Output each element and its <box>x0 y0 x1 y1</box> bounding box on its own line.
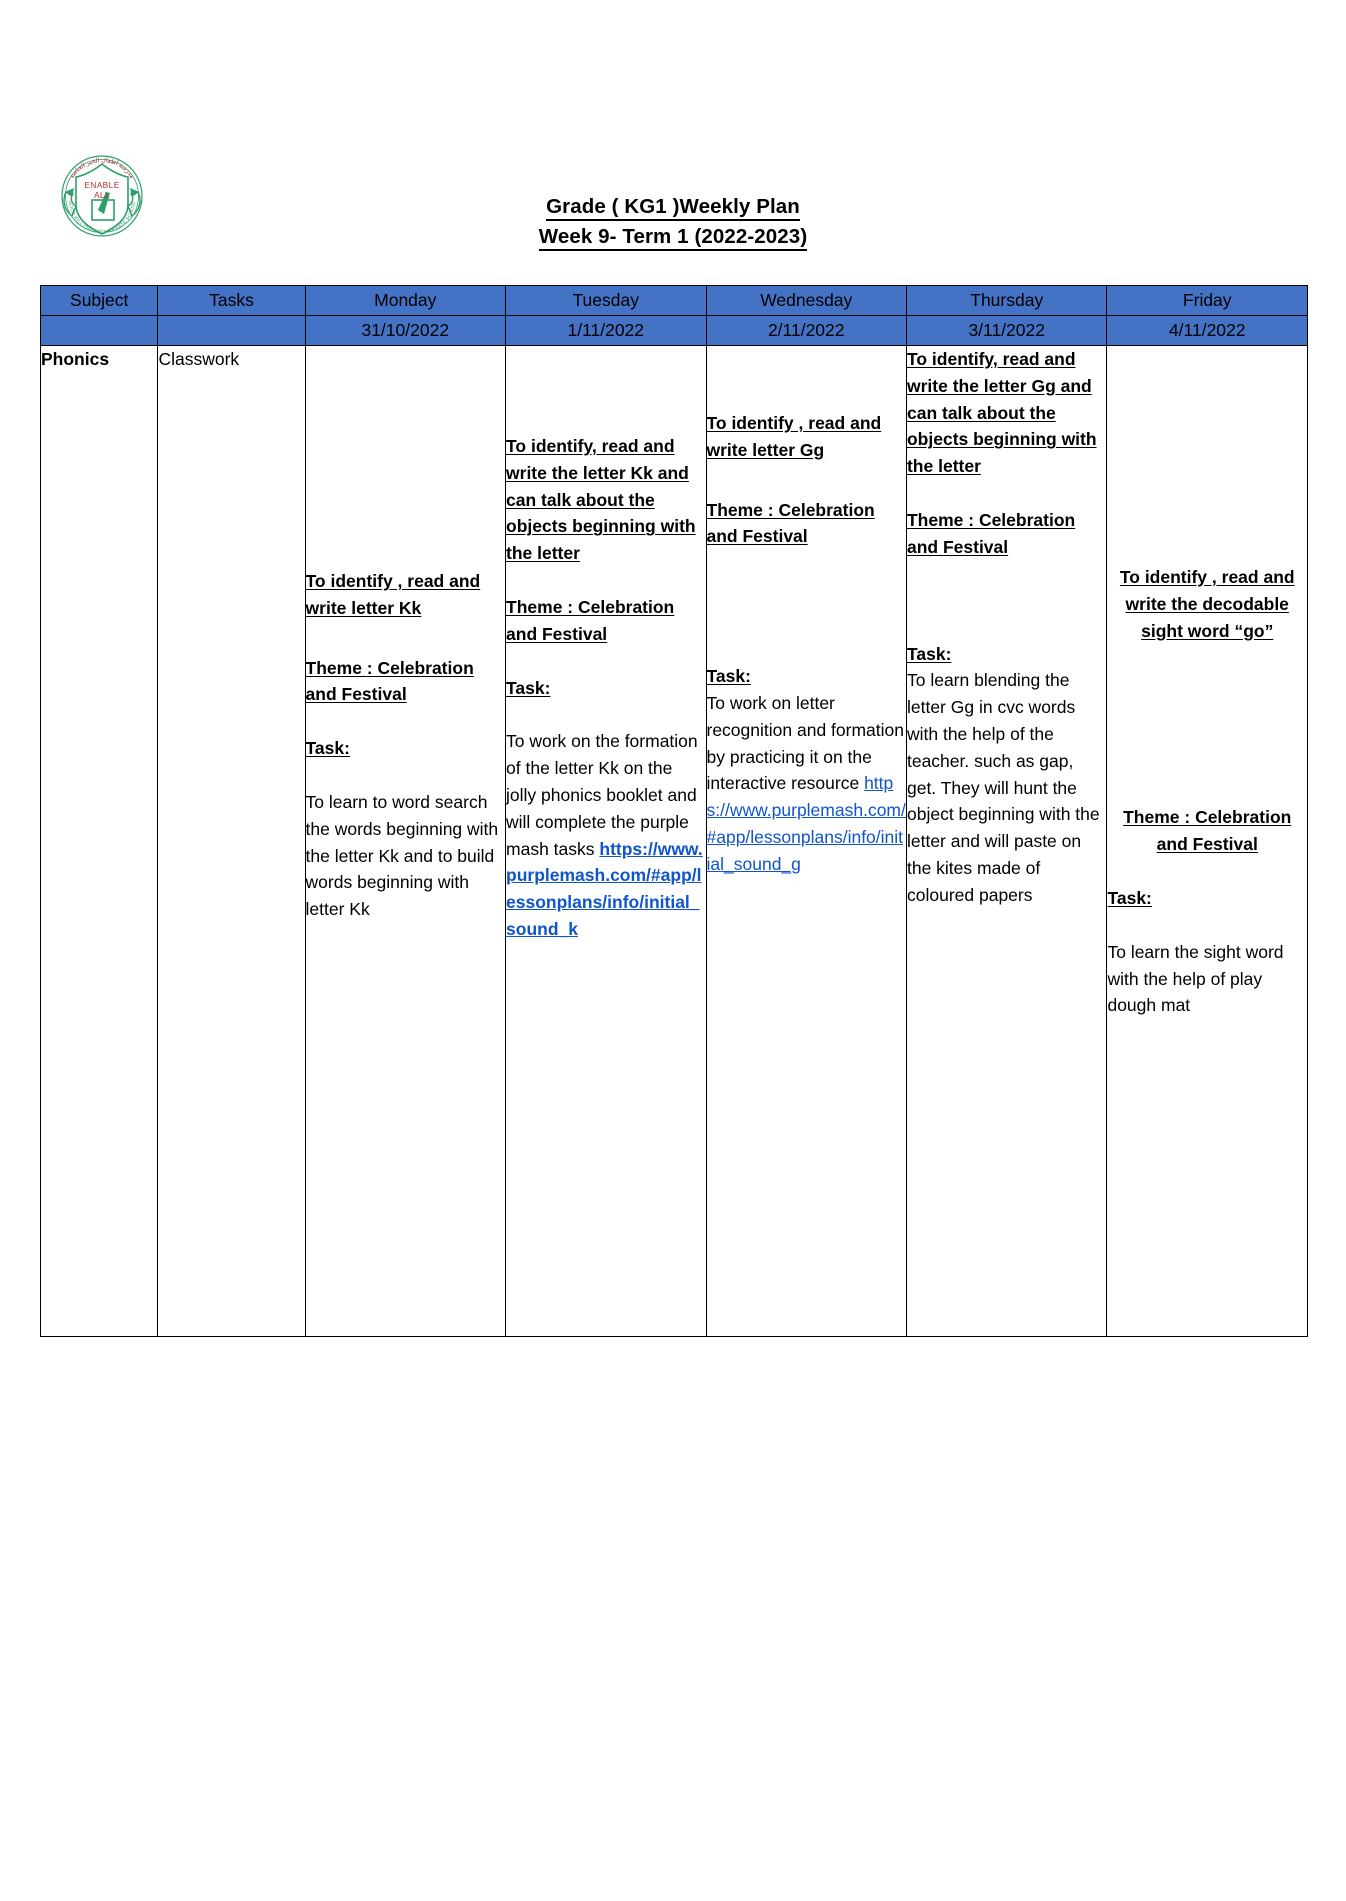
subject-label: Phonics <box>41 349 110 369</box>
document-header <box>0 0 1346 248</box>
header-wednesday-date: 2/11/2022 <box>767 320 845 340</box>
header-thursday <box>906 286 1106 346</box>
header-wednesday-label: Wednesday <box>707 286 906 316</box>
cell-friday <box>1107 346 1308 1337</box>
header-friday <box>1107 286 1308 346</box>
header-tuesday-date: 1/11/2022 <box>567 320 645 340</box>
header-subject-date <box>41 316 157 345</box>
table-row <box>41 346 1308 1337</box>
tuesday-task-sentence: To work on the formation of the letter Kk on the jolly phonics booklet and will complete the purple mash tasks <box>506 731 698 859</box>
monday-task-label: Task: <box>305 738 350 759</box>
wednesday-task-label: Task: <box>706 666 751 687</box>
table-body <box>41 346 1308 1337</box>
friday-task-text: To learn the sight word with the help of play dough mat <box>1107 941 1284 1016</box>
svg-text:مدرسة أطفال الخير الخاصة: مدرسة أطفال الخير الخاصة <box>68 156 136 180</box>
thursday-theme: Theme : Celebration and Festival <box>906 509 1076 557</box>
header-friday-label: Friday <box>1107 286 1307 316</box>
header-monday <box>305 286 505 346</box>
friday-objective: To identify , read and write the decodable sight word “go” <box>1119 567 1295 641</box>
svg-text:GOOD WILL CHILDREN PRIVATE SCH: GOOD WILL CHILDREN PRIVATE SCHOOL <box>67 200 137 235</box>
thursday-task-text: To learn blending the letter Gg in cvc words with the help of the teacher. such as gap, get. They will hunt the object beginning with the letter and will paste on the kites made of coloured papers <box>906 670 1100 905</box>
page-title-text: Grade ( KG1 )Weekly Plan <box>546 195 800 221</box>
cell-subject <box>41 346 158 1337</box>
monday-theme: Theme : Celebration and Festival <box>305 657 474 705</box>
header-tasks-date <box>158 316 304 345</box>
page-title <box>0 192 1346 222</box>
page-subtitle <box>0 222 1346 252</box>
thursday-task-label: Task: <box>906 643 952 664</box>
wednesday-task-sentence: To work on letter recognition and formation by practicing it on the interactive resource <box>706 692 904 794</box>
tuesday-theme: Theme : Celebration and Festival <box>506 596 675 644</box>
tuesday-task-label: Task: <box>506 677 551 698</box>
header-friday-date: 4/11/2022 <box>1168 320 1246 340</box>
header-subject <box>41 286 158 346</box>
svg-text:ALL: ALL <box>93 190 111 200</box>
wednesday-objective: To identify , read and write letter Gg <box>706 413 882 460</box>
header-tuesday <box>506 286 706 346</box>
weekly-plan-table <box>40 285 1308 1337</box>
header-monday-label: Monday <box>306 286 505 316</box>
header-wednesday <box>706 286 906 346</box>
monday-task-text: To learn to word search the words beginning with the letter Kk and to build words beginning with letter Kk <box>305 791 499 920</box>
cell-tasks <box>158 346 305 1337</box>
tuesday-objective: To identify, read and write the letter Kk and can talk about the objects beginning with the letter <box>506 436 696 564</box>
wednesday-task-text <box>707 690 906 878</box>
thursday-objective: To identify, read and write the letter Gg and can talk about the objects beginning with the letter <box>906 349 1097 477</box>
cell-tuesday <box>506 346 706 1337</box>
header-thursday-label: Thursday <box>907 286 1106 316</box>
tasks-label: Classwork <box>158 349 240 369</box>
page-subtitle-text: Week 9- Term 1 (2022-2023) <box>539 225 808 251</box>
header-monday-date: 31/10/2022 <box>361 320 450 340</box>
friday-task-label: Task: <box>1107 887 1152 908</box>
tuesday-task-text <box>506 728 705 942</box>
header-tuesday-label: Tuesday <box>506 286 705 316</box>
header-thursday-date: 3/11/2022 <box>968 320 1045 340</box>
cell-wednesday <box>706 346 906 1337</box>
monday-objective: To identify , read and write letter Kk <box>305 571 481 618</box>
table-header <box>41 286 1308 346</box>
document-titles <box>0 192 1346 252</box>
svg-text:ENABLE: ENABLE <box>84 180 120 190</box>
wednesday-purplemash-link[interactable]: https://www.purplemash.com/#app/lessonplans/info/initial_sound_g <box>706 773 906 874</box>
wednesday-theme: Theme : Celebration and Festival <box>706 499 875 547</box>
friday-theme: Theme : Celebration and Festival <box>1123 807 1292 855</box>
weekly-plan-table-wrapper <box>40 285 1308 1337</box>
header-tasks-label: Tasks <box>158 286 304 316</box>
tuesday-purplemash-link[interactable]: https://www.purplemash.com/#app/lessonplans/info/initial_sound_k <box>506 838 703 939</box>
header-tasks <box>158 286 305 346</box>
cell-monday <box>305 346 505 1337</box>
header-subject-label: Subject <box>41 286 157 316</box>
cell-thursday <box>906 346 1106 1337</box>
table-header-row <box>41 286 1308 346</box>
